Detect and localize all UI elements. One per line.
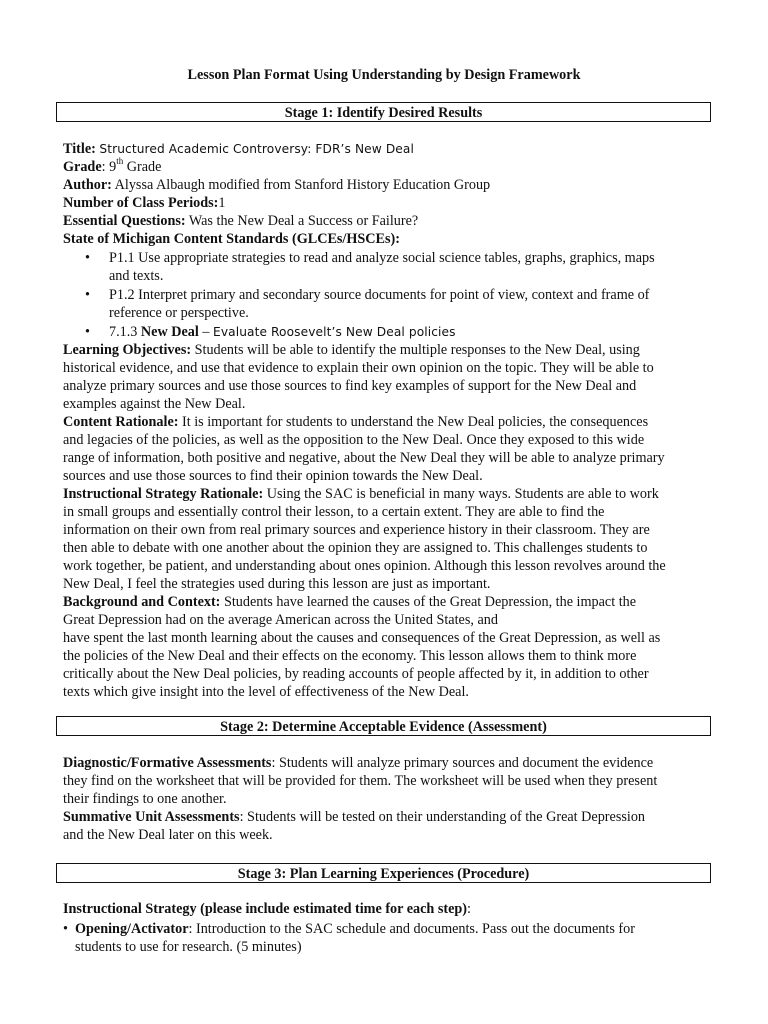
bullet-icon: • [85,250,90,266]
background-line: have spent the last month learning about the causes and consequences of the Great Depression, as well as [63,630,661,646]
standards-list [63,249,713,341]
diag-line: their findings to one another. [63,791,227,807]
background-line: Great Depression had on the average American across the United States, and [63,612,498,628]
opening-label: Opening/Activator [75,921,189,937]
title-value: Structured Academic Controversy: FDR’s New Deal [99,142,414,156]
periods-label: Number of Class Periods: [63,195,219,211]
summ-line: : Students will be tested on their understanding of the Great Depression [239,809,646,825]
author-row [63,176,713,194]
standard3-num: 7.1.3 [109,324,141,340]
standards-label: State of Michigan Content Standards (GLCEs/HSCEs): [63,231,400,247]
stage1-content [63,140,713,701]
objectives-line: examples against the New Deal. [63,396,246,412]
summ-label: Summative Unit Assessments [63,809,240,825]
bullet-icon: • [85,287,90,303]
bullet-icon: • [85,324,90,340]
background-line: the policies of the New Deal and their effects on the economy. This lesson allows them to think more [63,648,637,664]
objectives-line: Students will be able to identify the multiple responses to the New Deal, using [191,342,640,358]
standard-line: reference or perspective. [109,305,249,321]
eq-value: Was the New Deal a Success or Failure? [185,213,419,229]
title-label: Title: [63,141,96,157]
standard3-dash: – [198,324,214,340]
document-title: Lesson Plan Format Using Understanding by Design Framework [187,67,581,83]
list-item [63,249,713,285]
objectives-line: historical evidence, and use that evidence to explain their own opinion on the topic. They will be able to [63,360,654,376]
strategy-line: work together, be patient, and understanding about ones opinion. Although this lesson revolves around the [63,558,666,574]
strategy-label: Instructional Strategy Rationale: [63,486,264,502]
objectives-label: Learning Objectives: [63,342,192,358]
content-line: It is important for students to understand the New Deal policies, the consequences [178,414,649,430]
bullet-icon: • [63,921,68,937]
list-item [63,286,713,322]
content-line: and legacies of the policies, as well as the opposition to the New Deal. Once they exposed to this wide [63,432,645,448]
strategy-line: then able to debate with one another about the opinion they are assigned to. This challenges students to [63,540,648,556]
diag-line: : Students will analyze primary sources and document the evidence [271,755,654,771]
strategy-line: New Deal, I feel the strategies used during this lesson are just as important. [63,576,491,592]
stage1-heading: Stage 1: Identify Desired Results [56,102,711,122]
instructional-strategy-colon: : [467,901,471,917]
content-line: range of information, both positive and negative, about the New Deal they will be able to analyze primary [63,450,665,466]
standard3-rest: Evaluate Roosevelt’s New Deal policies [213,325,456,339]
standard-line: P1.2 Interpret primary and secondary source documents for point of view, context and frame of [109,287,650,303]
list-item [63,920,713,956]
grade-row [63,158,713,176]
standard-line: and texts. [109,268,164,284]
list-item [63,323,713,341]
author-label: Author: [63,177,112,193]
periods-value: 1 [218,195,226,211]
background-line: Students have learned the causes of the Great Depression, the impact the [220,594,637,610]
grade-label: Grade [63,159,102,175]
opening-line: : Introduction to the SAC schedule and documents. Pass out the documents for [188,921,635,937]
standard3-bold: New Deal [140,324,199,340]
stage3-heading: Stage 3: Plan Learning Experiences (Procedure) [56,863,711,883]
title-row [63,140,713,158]
instructional-strategy-rationale [63,485,713,593]
standard-line: P1.1 Use appropriate strategies to read and analyze social science tables, graphs, graphics, maps [109,250,655,266]
grade-value-rest: Grade [123,159,162,175]
grade-value-num: : 9 [101,159,117,175]
strategy-line: information on their own from real primary sources and experience history in their classroom. They are [63,522,650,538]
content-rationale [63,413,713,485]
periods-row [63,194,713,212]
stage2-heading: Stage 2: Determine Acceptable Evidence (Assessment) [56,716,711,736]
content-line: sources and use those sources to find their opinion towards the New Deal. [63,468,483,484]
stage2-content [63,754,713,844]
background-line: texts which give insight into the level of effectiveness of the New Deal. [63,684,469,700]
standard-line [109,323,713,341]
instructional-strategy-label: Instructional Strategy (please include estimated time for each step) [63,901,468,917]
learning-objectives [63,341,713,413]
stage3-content [63,900,713,956]
content-label: Content Rationale: [63,414,179,430]
background-context [63,593,713,701]
diag-line: they find on the worksheet that will be provided for them. The worksheet will be used when they present [63,773,658,789]
strategy-line: Using the SAC is beneficial in many ways. Students are able to work [263,486,659,502]
eq-label: Essential Questions: [63,213,186,229]
author-value: Alyssa Albaugh modified from Stanford History Education Group [111,177,491,193]
summ-line: and the New Deal later on this week. [63,827,273,843]
essential-questions-row [63,212,713,230]
opening-line: students to use for research. (5 minutes) [75,939,302,955]
objectives-line: analyze primary sources and use those sources to find key examples of support for the New Deal and [63,378,637,394]
background-label: Background and Context: [63,594,221,610]
background-line: critically about the New Deal policies, by reading accounts of people affected by it, in addition to other [63,666,649,682]
diag-label: Diagnostic/Formative Assessments [63,755,272,771]
strategy-line: in small groups and essentially control their lesson, to a certain extent. They are able to find the [63,504,605,520]
grade-sup: th [116,156,124,167]
